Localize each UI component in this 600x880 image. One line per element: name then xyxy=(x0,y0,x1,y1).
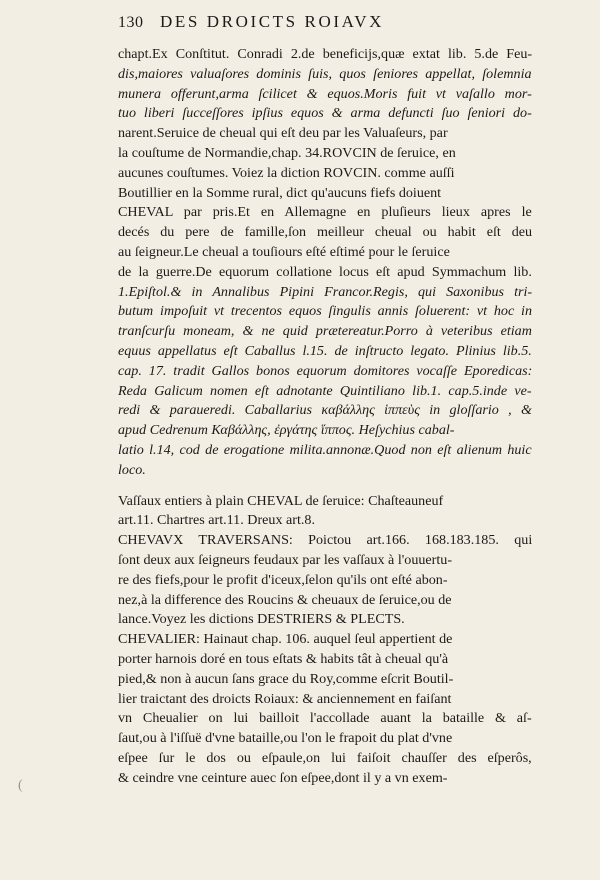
text-line: au ſeigneur.Le cheual a touſiours eſté eſtimé pour le ſeruice xyxy=(118,243,450,260)
text-line: Reda Galicum nomen eſt adnotante Quintiliano lib.1. cap.5.inde ve- xyxy=(118,382,532,399)
text-line: art.11. Chartres art.11. Dreux art.8. xyxy=(118,512,315,529)
page-header xyxy=(118,12,528,38)
text-line: redi & paraueredi. Caballarius καβάλλης ἱππεὺς in gloſſario , & xyxy=(118,402,532,419)
text-line: porter harnois doré en tous eſtats & habits tât à cheual qu'à xyxy=(118,650,449,667)
margin-mark: ( xyxy=(18,778,23,793)
text-line: re des fiefs,pour le profit d'iceux,ſelon qu'ils ont eſté abon- xyxy=(118,571,448,588)
text-line: lier traictant des droicts Roiaux: & anciennement en faiſant xyxy=(118,690,452,707)
text-line: cap. 17. tradit Gallos bonos equorum domitores vocaſſe Eporedicas: xyxy=(118,362,532,379)
text-line: de la guerre.De equorum collatione locus eſt apud Symmachum lib. xyxy=(118,263,532,280)
text-line: Boutillier en la Somme rural, dict qu'aucuns fiefs doiuent xyxy=(118,184,442,201)
page-body-text xyxy=(118,45,532,788)
text-line: nez,à la difference des Roucins & cheuaux de ſeruice,ou de xyxy=(118,591,452,608)
text-line: equus appellatus eſt Caballus l.15. de inſtructo legato. Plinius lib.5. xyxy=(118,342,532,359)
text-line: vn Cheualier on lui bailloit l'accollade auant la bataille & aſ- xyxy=(118,710,532,727)
text-line: 1.Epiſtol.& in Annalibus Pipini Francor.Regis, qui Saxonibus tri- xyxy=(118,283,532,300)
text-line: eſpee ſur le dos ou eſpaule,on lui faiſoit chauſſer des eſperôs, xyxy=(118,749,532,766)
text-line: & ceindre vne ceinture auec ſon eſpee,dont il y a vn exem- xyxy=(118,769,448,786)
text-line: tuo liberi ſucceſſores ipſius equos & arma defuncti ſuo ſeniori do- xyxy=(118,105,532,122)
text-line: chapt.Ex Conſtitut. Conradi 2.de beneficijs,quæ extat lib. 5.de Feu- xyxy=(118,46,532,62)
text-line: apud Cedrenum Καβάλλης, ἐργάτης ἵππος. Heſychius cabal- xyxy=(118,422,455,439)
text-line: la couſtume de Normandie,chap. 34.ROVCIN de ſeruice, en xyxy=(118,144,456,161)
paragraph-gap xyxy=(118,481,532,492)
text-line: CHEVAL par pris.Et en Allemagne en pluſieurs lieux apres le xyxy=(118,204,532,221)
text-line: Vaſſaux entiers à plain CHEVAL de ſeruice: Chaſteauneuf xyxy=(118,492,444,509)
text-line: ſont deux aux ſeigneurs feudaux par les vaſſaux à l'ouuertu- xyxy=(118,551,453,568)
text-line: loco. xyxy=(118,461,146,478)
page-number: 130 xyxy=(118,14,144,31)
text-line: latio l.14, cod de erogatione milita.annonæ.Quod non eſt alienum huic xyxy=(118,441,532,458)
text-line: lance.Voyez les dictions DESTRIERS & PLECTS. xyxy=(118,611,405,628)
text-line: pied,& non à aucun ſans grace du Roy,comme eſcrit Boutil- xyxy=(118,670,454,687)
text-line: ſaut,ou à l'iſſuë d'vne bataille,ou l'on le frapoit du plat d'vne xyxy=(118,730,453,747)
text-line: dis,maiores valuaſores dominis ſuis, quos ſeniores appellat, ſolemnia xyxy=(118,65,532,82)
text-line: decés du pere de famille,ſon meilleur cheual ou habit eſt deu xyxy=(118,224,532,241)
text-line: aucunes couſtumes. Voiez la diction ROVCIN. comme auſſi xyxy=(118,164,455,181)
text-line: tranſcurſu moneam, & ne quid prætereatur.Porro à veteribus etiam xyxy=(118,323,532,340)
text-line: CHEVAVX TRAVERSANS: Poictou art.166. 168.183.185. qui xyxy=(118,532,532,549)
text-line: narent.Seruice de cheual qui eſt deu par les Valuaſeurs, par xyxy=(118,125,448,142)
running-title: DES DROICTS ROIAVX xyxy=(160,12,385,31)
text-line: butum impoſuit vt trecentos equos ſingulis annis ſoluerent: vt hoc in xyxy=(118,303,532,320)
text-line: munera offerunt,arma ſcilicet & equos.Moris fuit vt vaſallo mor- xyxy=(118,85,532,102)
text-line: CHEVALIER: Hainaut chap. 106. auquel ſeul appertient de xyxy=(118,631,453,648)
